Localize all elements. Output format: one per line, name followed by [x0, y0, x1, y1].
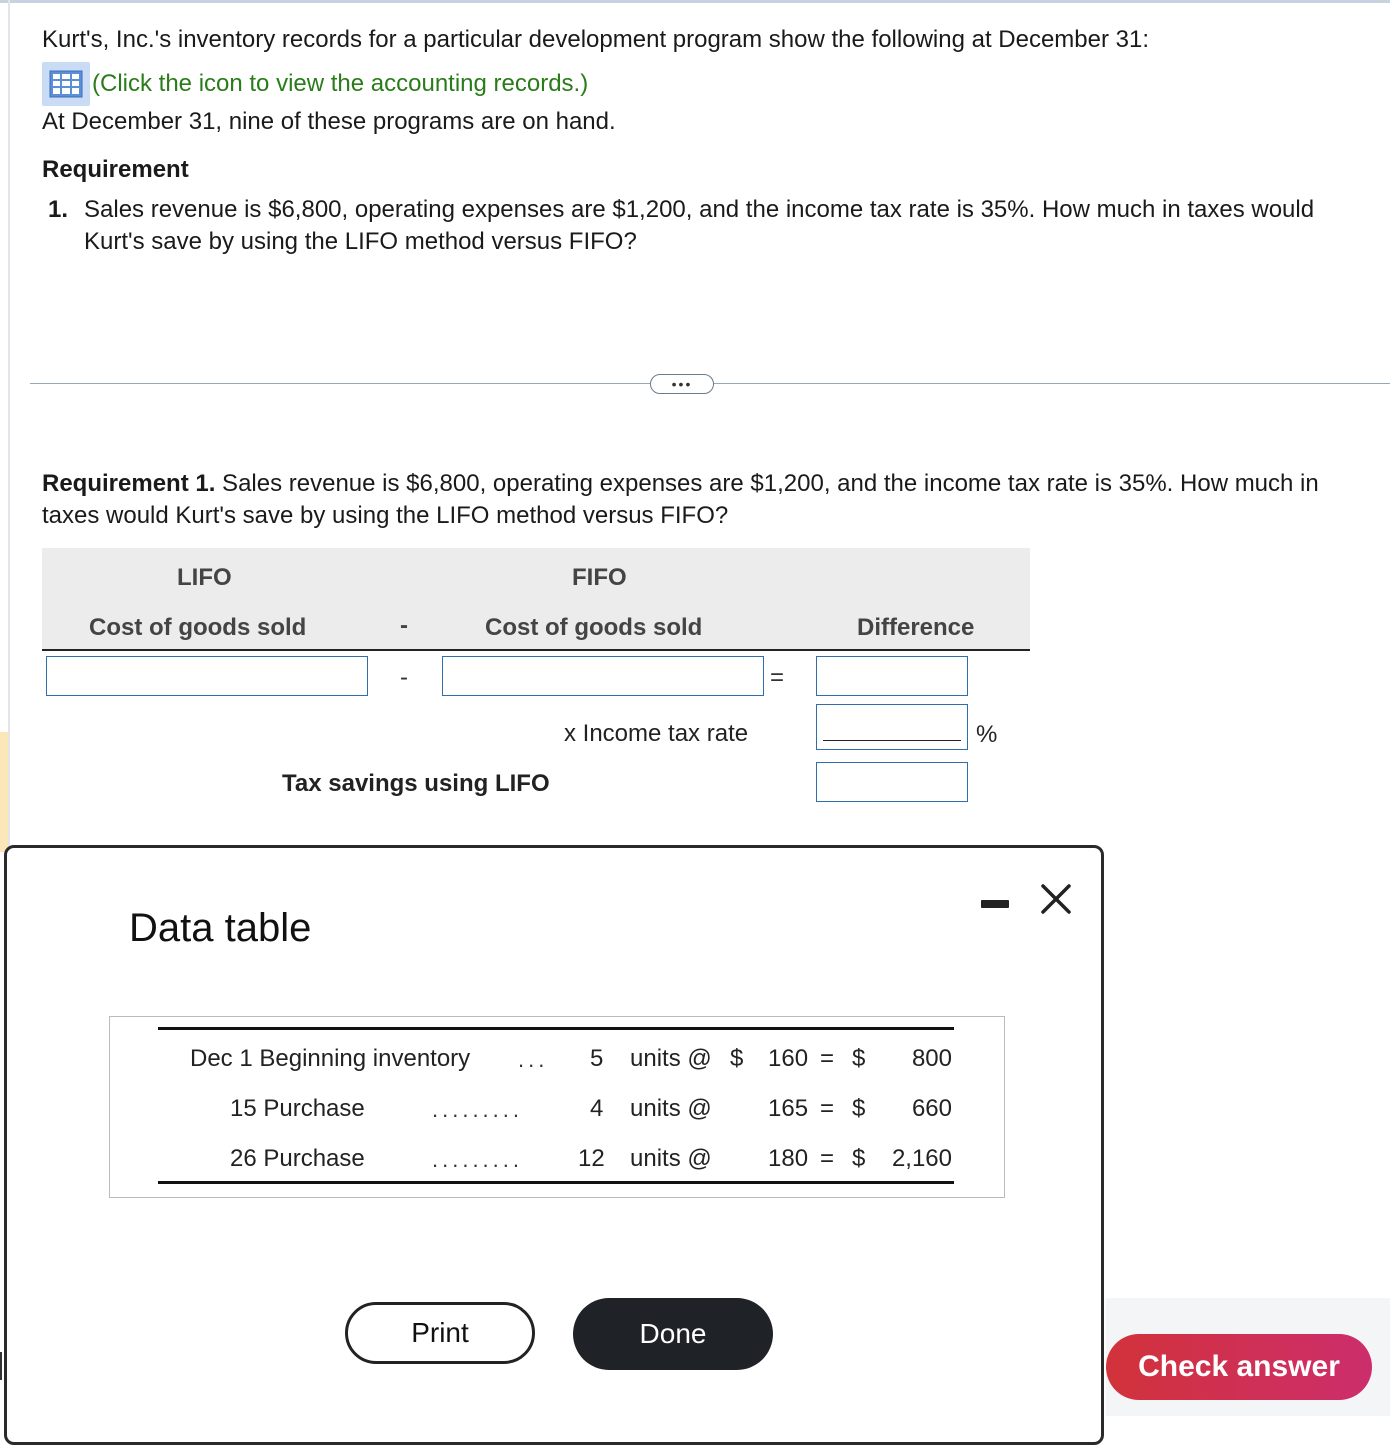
difference-input[interactable] [816, 656, 968, 696]
row2-eq: = [820, 1095, 835, 1122]
requirement-heading: Requirement [42, 156, 189, 183]
row2-unit: units @ [630, 1095, 712, 1122]
row1-qty: 5 [590, 1045, 604, 1072]
close-button[interactable] [1037, 880, 1075, 918]
tax-rate-underline [823, 740, 961, 742]
header-minus: - [400, 612, 408, 639]
expand-button[interactable]: ••• [650, 374, 714, 394]
check-answer-button[interactable]: Check answer [1106, 1334, 1372, 1400]
data-table [109, 1016, 1005, 1198]
row2-label: 15 Purchase [230, 1095, 365, 1122]
col-difference: Difference [857, 614, 975, 641]
row2-dots: ......... [432, 1097, 524, 1122]
row3-label: 26 Purchase [230, 1145, 365, 1172]
row1-label: Dec 1 Beginning inventory [190, 1045, 471, 1072]
on-hand-text: At December 31, nine of these programs are on hand. [42, 108, 616, 135]
requirement-number: 1. [48, 196, 69, 223]
table-bottom-rule [158, 1181, 954, 1184]
fifo-cogs-input[interactable] [442, 656, 764, 696]
row2-dollar2: $ [852, 1095, 866, 1122]
close-icon [1037, 880, 1075, 918]
records-link[interactable] [42, 62, 588, 106]
left-highlight [0, 732, 8, 852]
row3-qty: 12 [578, 1145, 605, 1172]
question-intro: Kurt's, Inc.'s inventory records for a particular development program show the following at December 31: [42, 26, 1150, 53]
print-button[interactable]: Print [345, 1302, 535, 1364]
row1-unit: units @ [630, 1045, 712, 1072]
answer-prompt [42, 468, 1352, 532]
row3-price: 180 [768, 1145, 809, 1172]
col-fifo-cogs: Cost of goods sold [485, 614, 703, 641]
row2-qty: 4 [590, 1095, 604, 1122]
row1-dollar: $ [730, 1045, 744, 1072]
tax-rate-label: x Income tax rate [564, 720, 749, 747]
row3-total: 2,160 [891, 1145, 952, 1172]
row1-eq: = [820, 1045, 835, 1072]
records-link-text[interactable]: (Click the icon to view the accounting records.) [92, 70, 589, 97]
col-fifo: FIFO [572, 564, 627, 591]
edge-mark [0, 1352, 10, 1380]
modal-title: Data table [129, 906, 312, 950]
data-table-modal [4, 845, 1104, 1445]
row3-eq: = [820, 1145, 835, 1172]
minimize-button[interactable] [981, 900, 1009, 908]
row3-dollar2: $ [852, 1145, 866, 1172]
col-lifo: LIFO [177, 564, 232, 591]
requirement-text: Sales revenue is $6,800, operating expenses are $1,200, and the income tax rate is 35%. How much in taxes would Kurt's save by using the LIFO method versus FIFO? [84, 196, 1315, 255]
row1-price: 160 [768, 1045, 809, 1072]
row1-dollar2: $ [852, 1045, 866, 1072]
row2-price: 165 [768, 1095, 809, 1122]
col-lifo-cogs: Cost of goods sold [89, 614, 307, 641]
row1-total: 800 [911, 1045, 952, 1072]
tax-savings-input[interactable] [816, 762, 968, 802]
lifo-cogs-input[interactable] [46, 656, 368, 696]
answer-prompt-text: Sales revenue is $6,800, operating expenses are $1,200, and the income tax rate is 35%. How much in taxes would Kurt's save by using the LIFO method versus FIFO? [42, 470, 1319, 529]
percent-sign: % [976, 721, 998, 748]
done-button[interactable]: Done [573, 1298, 773, 1370]
top-border [0, 0, 1390, 3]
row3-unit: units @ [630, 1145, 712, 1172]
answer-prompt-bold: Requirement 1. [42, 470, 216, 497]
table-top-rule [158, 1027, 954, 1030]
row2-total: 660 [911, 1095, 952, 1122]
table-icon[interactable] [42, 62, 90, 106]
minus-operator: - [400, 664, 408, 691]
tax-savings-label: Tax savings using LIFO [282, 770, 550, 797]
row1-dots: ... [518, 1047, 549, 1072]
row3-dots: ......... [432, 1147, 524, 1172]
tax-rate-input[interactable] [816, 704, 968, 750]
equals-operator: = [770, 664, 785, 691]
requirement-item [48, 194, 1358, 258]
